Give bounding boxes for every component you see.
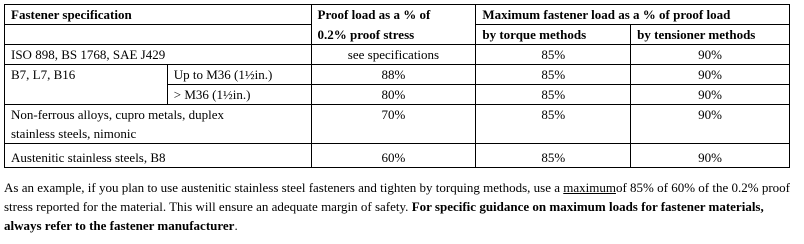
table-subheader-row [5,25,790,45]
header-fastener-spec: Fastener specification [5,5,312,25]
note-part1: As an example, if you plan to use austenitic stainless steel fasteners and tighten by torquing methods, use a [4,180,564,195]
header-by-tensioner: by tensioner methods [631,25,790,45]
header-proof-load-line1: Proof load as a % of [311,5,476,25]
header-fastener-spec-blank [5,25,312,45]
row1-spec: ISO 898, BS 1768, SAE J429 [5,45,312,65]
row1-tensioner: 90% [631,45,790,65]
header-by-torque: by torque methods [476,25,631,45]
row3-tensioner: 90% [631,85,790,105]
row1-torque: 85% [476,45,631,65]
example-note [4,178,794,235]
row4-spec-line2: stainless steels, nimonic [11,126,137,141]
row4-spec-line1: Non-ferrous alloys, cupro metals, duplex [11,107,225,122]
table-row [5,45,790,65]
row2-torque: 85% [476,65,631,85]
fastener-load-table [4,4,790,168]
note-maximum: maximum [563,180,616,195]
row4-proof: 70% [311,105,476,144]
row4-spec [5,105,312,144]
table-row [5,144,790,168]
table-row [5,105,790,144]
row2-tensioner: 90% [631,65,790,85]
row5-tensioner: 90% [631,144,790,168]
header-proof-load-line2: 0.2% proof stress [311,25,476,45]
note-bold-guidance: For specific guidance on maximum loads for fastener materials, always refer to the fastener manufacturer [4,199,764,233]
row5-spec: Austenitic stainless steels, B8 [5,144,312,168]
row3-sub: > M36 (1½in.) [167,85,311,105]
header-max-load: Maximum fastener load as a % of proof load [476,5,790,25]
row1-proof: see specifications [311,45,476,65]
row3-proof: 80% [311,85,476,105]
note-end: . [234,218,238,233]
row5-proof: 60% [311,144,476,168]
table-row [5,65,790,85]
table-header-row [5,5,790,25]
row2-spec: B7, L7, B16 [5,65,168,105]
row4-torque: 85% [476,105,631,144]
row3-torque: 85% [476,85,631,105]
row2-sub: Up to M36 (1½in.) [167,65,311,85]
row4-tensioner: 90% [631,105,790,144]
row5-torque: 85% [476,144,631,168]
note-part2: of 85% of 60% of the 0.2% proof stress reported for the material. This will ensure an adequate margin of safety. [4,180,790,214]
row2-proof: 88% [311,65,476,85]
